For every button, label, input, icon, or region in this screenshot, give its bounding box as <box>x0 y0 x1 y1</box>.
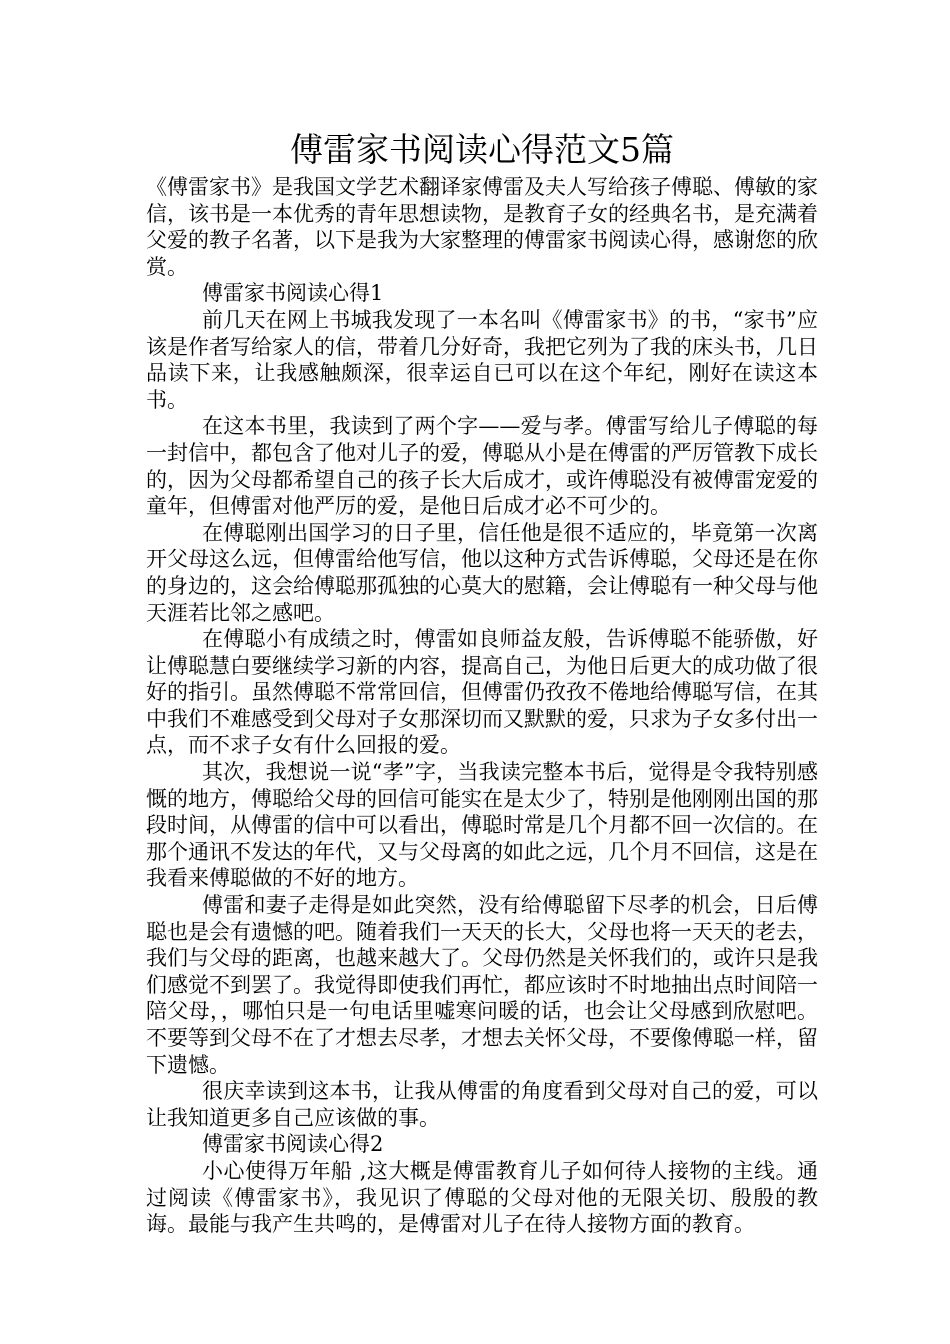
section-1-paragraph-7: 很庆幸读到这本书，让我从傅雷的角度看到父母对自己的爱，可以让我知道更多自己应该做的事。 <box>146 1079 818 1130</box>
section-1-paragraph-5: 其次，我想说一说“孝”字，当我读完整本书后，觉得是令我特别感慨的地方，傅聪给父母的回信可能实在是太少了，特别是他刚刚出国的那段时间，从傅雷的信中可以看出，傅聪时常是几个月都不回一次信的。在那个通讯不发达的年代，又与父母离的如此之远，几个月不回信，这是在我看来傅聪做的不好的地方。 <box>146 760 818 891</box>
section-1-paragraph-4: 在傅聪小有成绩之时，傅雷如良师益友般，告诉傅聪不能骄傲，好让傅聪慧白要继续学习新的内容，提高自己，为他日后更大的成功做了很好的指引。虽然傅聪不常常回信，但傅雷仍孜孜不倦地给傅聪写信，在其中我们不难感受到父母对子女那深切而又默默的爱，只求为子女多付出一点，而不求子女有什么回报的爱。 <box>146 627 818 758</box>
document-page <box>146 128 818 1238</box>
section-heading-2: 傅雷家书阅读心得2 <box>202 1132 384 1157</box>
document-title: 傅雷家书阅读心得范文5篇 <box>290 130 674 169</box>
section-1-paragraph-2: 在这本书里，我读到了两个字——爱与孝。傅雷写给儿子傅聪的每一封信中，都包含了他对儿子的爱，傅聪从小是在傅雷的严厉管教下成长的，因为父母都希望自己的孩子长大后成才，或许傅聪没有被傅雷宠爱的童年，但傅雷对他严厉的爱，是他日后成才必不可少的。 <box>146 414 818 519</box>
section-1-paragraph-6: 傅雷和妻子走得是如此突然，没有给傅聪留下尽孝的机会，日后傅聪也是会有遗憾的吧。随着我们一天天的长大，父母也将一天天的老去，我们与父母的距离，也越来越大了。父母仍然是关怀我们的，或许只是我们感觉不到罢了。我觉得即使我们再忙，都应该时不时地抽出点时间陪一陪父母，，哪怕只是一句电话里嘘寒问暖的话，也会让父母感到欣慰吧。不要等到父母不在了才想去尽孝，才想去关怀父母，不要像傅聪一样，留下遗憾。 <box>146 893 818 1077</box>
intro-paragraph: 《傅雷家书》是我国文学艺术翻译家傅雷及夫人写给孩子傅聪、傅敏的家信，该书是一本优秀的青年思想读物，是教育子女的经典名书，是充满着父爱的教子名著，以下是我为大家整理的傅雷家书阅读心得，感谢您的欣赏。 <box>146 175 818 279</box>
section-heading-1: 傅雷家书阅读心得1 <box>202 281 384 306</box>
section-1-paragraph-3: 在傅聪刚出国学习的日子里，信任他是很不适应的，毕竟第一次离开父母这么远，但傅雷给他写信，他以这种方式告诉傅聪，父母还是在你的身边的，这会给傅聪那孤独的心莫大的慰籍，会让傅聪有一种父母与他天涯若比邻之感吧。 <box>146 520 818 625</box>
section-1-paragraph-1: 前几天在网上书城我发现了一本名叫《傅雷家书》的书，“家书”应该是作者写给家人的信，带着几分好奇，我把它列为了我的床头书，几日品读下来，让我感触颇深，很幸运自已可以在这个年纪，刚好在读这本书。 <box>146 307 818 412</box>
section-2-paragraph-1: 小心使得万年船 ,这大概是傅雷教育儿子如何待人接物的主线。通过阅读《傅雷家书》，我见识了傅聪的父母对他的无限关切、殷殷的教诲。最能与我产生共鸣的，是傅雷对儿子在待人接物方面的教育。 <box>146 1158 818 1237</box>
